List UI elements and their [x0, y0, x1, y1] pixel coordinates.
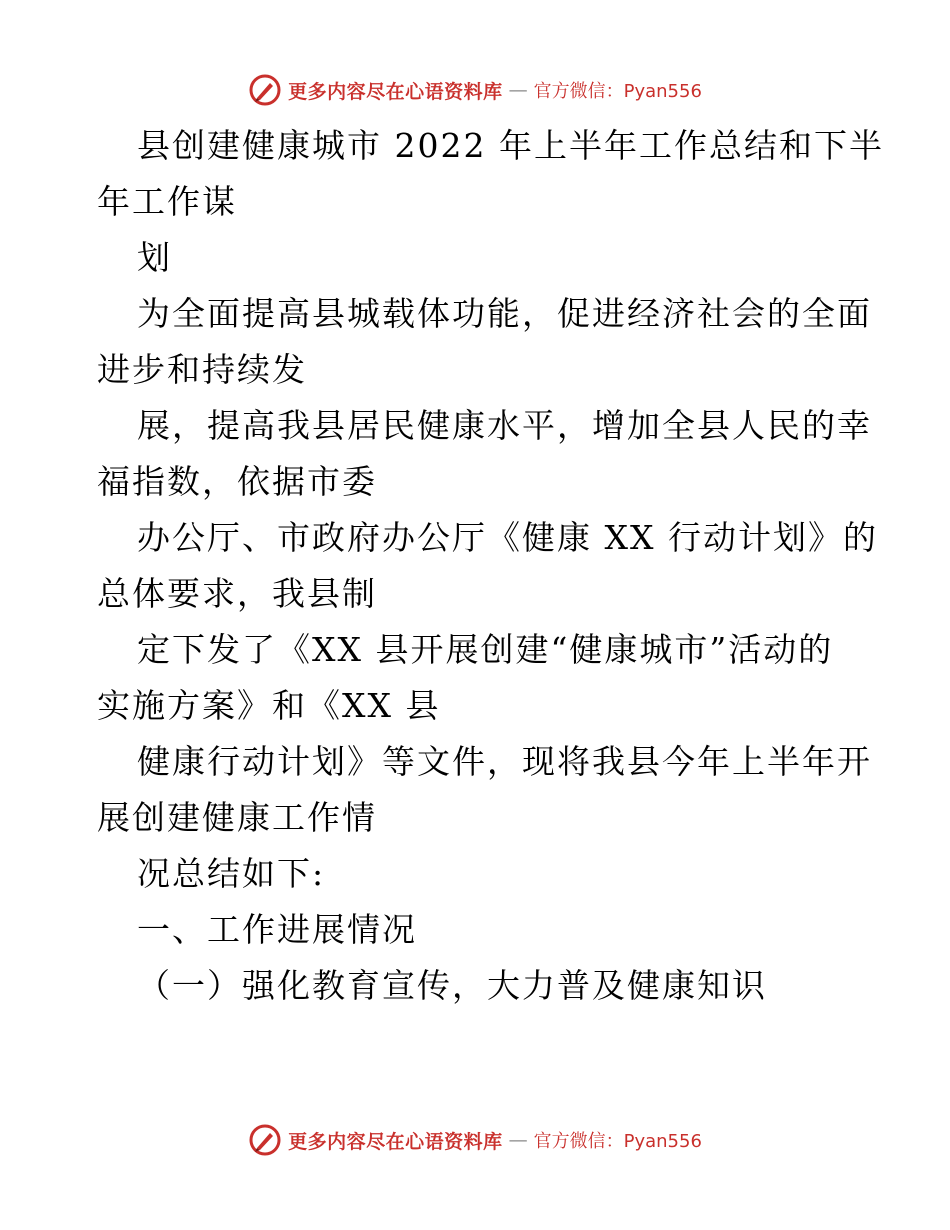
doc-line: 为全面提高县城载体功能，促进经济社会的全面 — [137, 294, 872, 333]
doc-line: 展创建健康工作情 — [97, 798, 377, 837]
banner-dash: — — [508, 1129, 528, 1151]
doc-line: 办公厅、市政府办公厅《健康 XX 行动计划》的 — [137, 518, 878, 557]
doc-line: 实施方案》和《XX 县 — [97, 686, 441, 725]
doc-line: 划 — [137, 238, 172, 277]
doc-line: 一、工作进展情况 — [137, 910, 417, 949]
doc-line: 展，提高我县居民健康水平，增加全县人民的幸 — [137, 406, 872, 445]
banner-wechat: 官方微信：Pyan556 — [533, 81, 702, 102]
pen-logo-icon — [248, 73, 282, 107]
doc-line: 定下发了《XX 县开展创建“健康城市”活动的 — [137, 630, 834, 669]
banner-dash: — — [508, 79, 528, 101]
doc-line: 健康行动计划》等文件，现将我县今年上半年开 — [137, 742, 872, 781]
document-body — [97, 118, 884, 1014]
header-banner — [0, 70, 950, 110]
doc-line: 况总结如下: — [137, 854, 326, 893]
doc-line: （一）强化教育宣传，大力普及健康知识 — [137, 966, 767, 1005]
doc-line: 福指数，依据市委 — [97, 462, 377, 501]
banner-wechat: 官方微信：Pyan556 — [533, 1131, 702, 1152]
doc-line: 总体要求，我县制 — [97, 574, 377, 613]
banner-text: 更多内容尽在心语资料库 — [288, 80, 503, 103]
banner-text: 更多内容尽在心语资料库 — [288, 1130, 503, 1153]
footer-banner — [0, 1120, 950, 1160]
pen-logo-icon — [248, 1123, 282, 1157]
doc-line: 年工作谋 — [97, 182, 237, 221]
doc-line: 进步和持续发 — [97, 350, 307, 389]
doc-line: 县创建健康城市 2022 年上半年工作总结和下半 — [137, 126, 884, 165]
